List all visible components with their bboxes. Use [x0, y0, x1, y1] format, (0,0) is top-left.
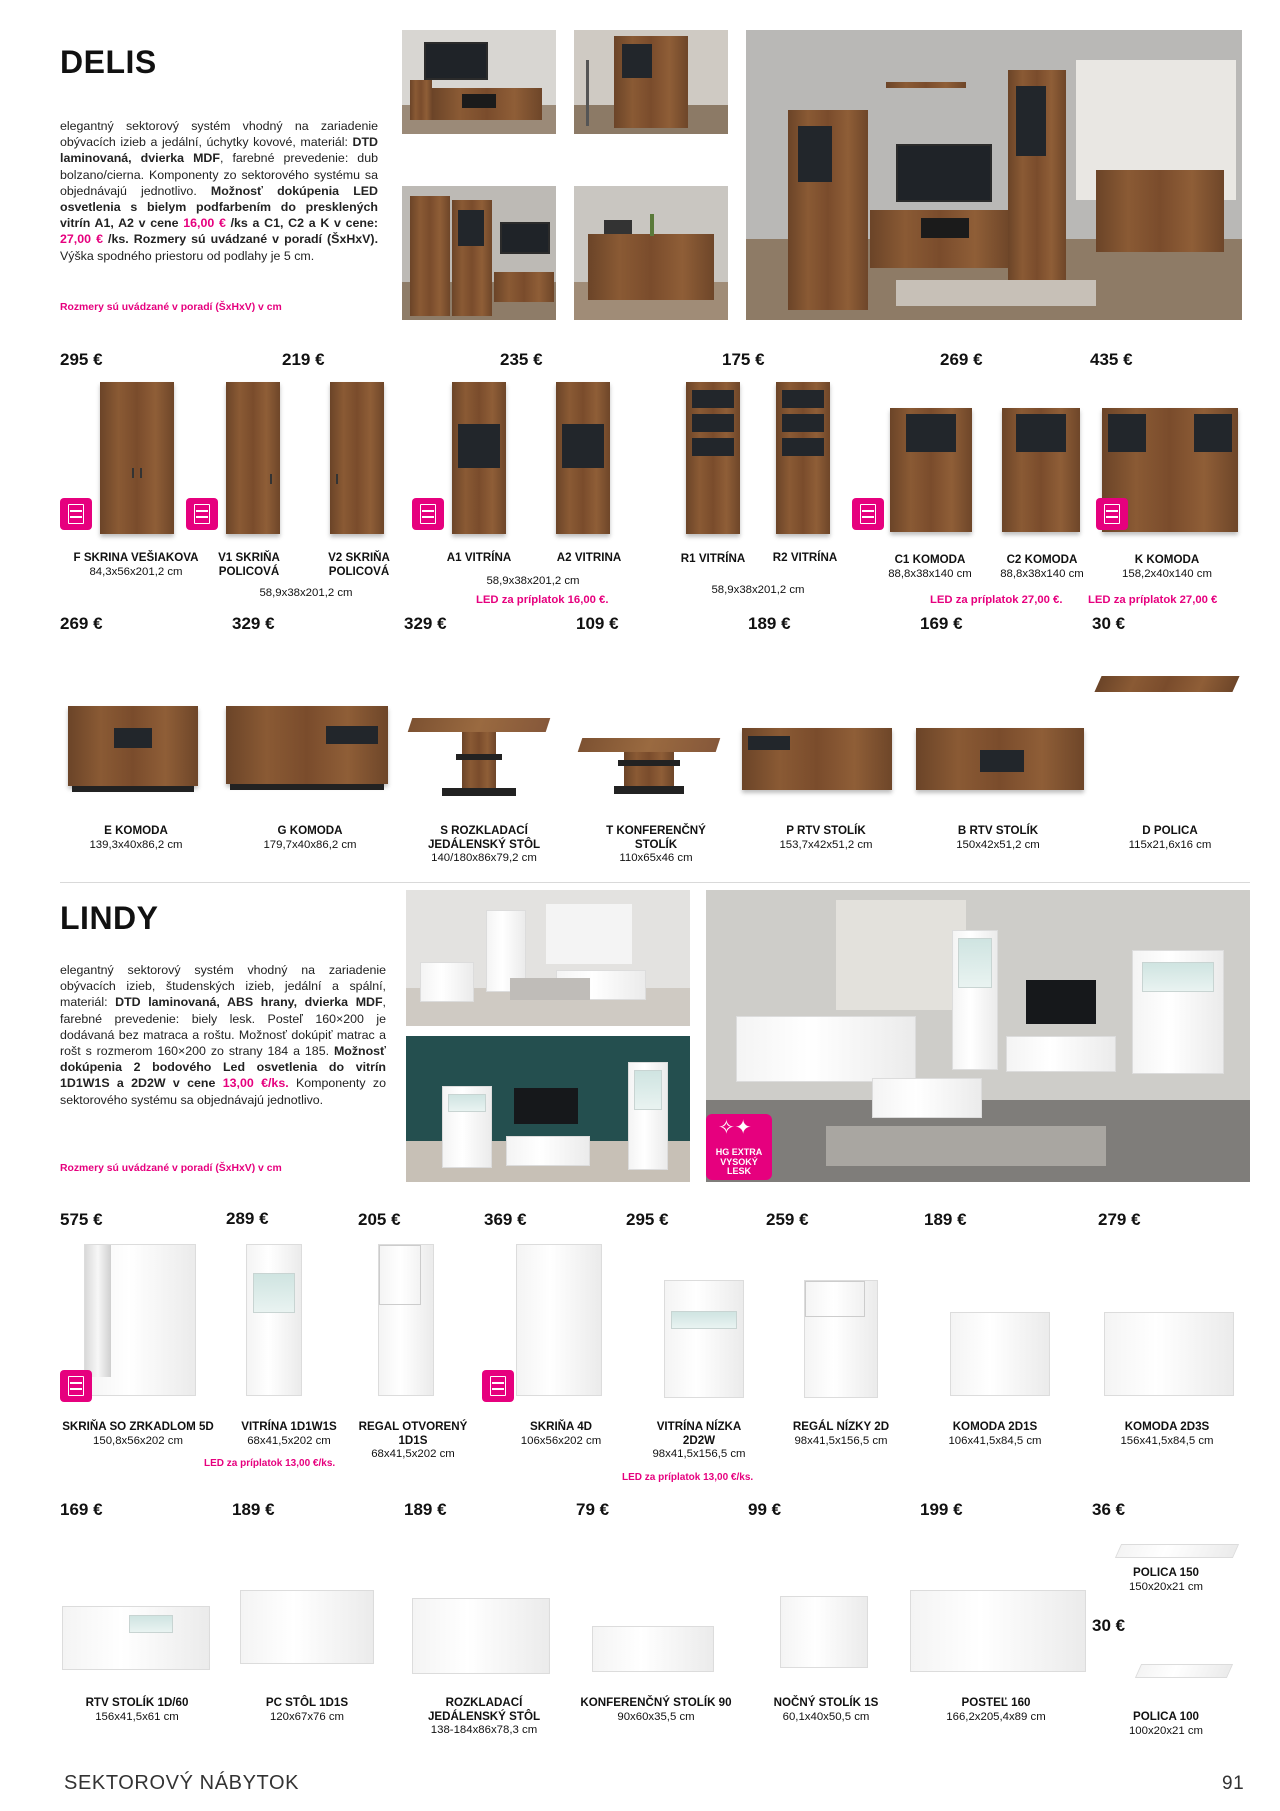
rtv-1d60-image: [62, 1606, 210, 1670]
price-s-stol: 329 €: [404, 614, 447, 633]
item-a2-vitrina-name: A2 VITRINA: [556, 551, 622, 564]
item-s-stol: S ROZKLADACÍ JEDÁLENSKÝ STÔL 140/180x86x79,2 cm: [427, 824, 541, 864]
item-v2-skrina-name: V2 SKRIŇA POLICOVÁ: [328, 551, 390, 578]
item-regal-2d: REGÁL NÍZKY 2D 98x41,5x156,5 cm: [792, 1420, 890, 1447]
delis-photo-4: [574, 186, 728, 320]
item-nocny-stolik: NOČNÝ STOLÍK 1S 60,1x40x50,5 cm: [773, 1696, 879, 1723]
item-f-skrina: F SKRINA VEŠIAKOVA 84,3x56x201,2 cm: [73, 551, 199, 578]
r1-vitrina-image: [686, 382, 740, 534]
delis-a-badge-icon: [412, 498, 444, 530]
price-t-stolik: 109 €: [576, 614, 619, 633]
delis-photo-2: [574, 30, 728, 134]
price-k-komoda: 435 €: [1090, 350, 1133, 369]
item-vitrina-2d2w: VITRÍNA NÍZKA 2D2W 98x41,5x156,5 cm: [652, 1420, 746, 1460]
lindy-photo-2: [406, 1036, 690, 1182]
item-c2-komoda: C2 KOMODA 88,8x38x140 cm: [1000, 553, 1084, 580]
delis-title: DELIS: [60, 44, 157, 80]
item-d-polica: D POLICA 115x21,6x16 cm: [1128, 824, 1212, 851]
item-e-komoda: E KOMODA 139,3x40x86,2 cm: [89, 824, 183, 851]
item-postel-160: POSTEĽ 160 166,2x205,4x89 cm: [946, 1696, 1046, 1723]
vitrina-1d1w1s-image: [246, 1244, 302, 1396]
price-pc-stol: 189 €: [232, 1500, 275, 1519]
p-rtv-image: [742, 728, 892, 790]
led-k-note: LED za príplatok 27,00 €: [1088, 594, 1218, 606]
sparkle-icon: ✧✦: [718, 1117, 752, 1139]
lindy-dimension-note: Rozmery sú uvádzané v poradí (ŠxHxV) v cm: [60, 1163, 282, 1174]
item-t-stolik: T KONFERENČNÝ STOLÍK 110x65x46 cm: [606, 824, 706, 864]
page-number: 91: [1222, 1773, 1245, 1794]
item-rtv-1d60: RTV STOLÍK 1D/60 156x41,5x61 cm: [85, 1696, 189, 1723]
delis-intro: elegantný sektorový systém vhodný na zariadenie obývacích izieb a jedální, úchytky kovové, materiál: DTD laminovaná, dvierka MDF, farebné prevedenie: dub bolzano/cierna. Komponenty zo sektorového systému sa objednávajú jednotlivo. Možnosť dokúpenia LED osvetlenia s bielym podfarbením do presklených vitrín A1, A2 v cene 16,00 € /ks a C1, C2 a K v cene: 27,00 € /ks. Rozmery sú uvádzané v poradí (ŠxHxV). Výška spodného priestoru od podlahy je 5 cm.: [60, 119, 379, 263]
item-r-vitrina-dim: 58,9x38x201,2 cm: [711, 584, 805, 596]
price-v-skrina: 219 €: [282, 350, 325, 369]
konferencny-stolik-image: [592, 1626, 714, 1672]
lindy-photo-main: [706, 890, 1250, 1182]
price-vitrina-1d1w1s: 289 €: [226, 1209, 269, 1228]
item-r1-vitrina-name: R1 VITRÍNA: [680, 552, 746, 565]
f-skrina-image: [100, 382, 174, 534]
price-komoda-2d1s: 189 €: [924, 1210, 967, 1229]
price-polica-100: 30 €: [1092, 1616, 1126, 1635]
price-skrina-5d: 575 €: [60, 1210, 103, 1229]
s-stol-image: [410, 718, 548, 798]
price-b-rtv: 169 €: [920, 614, 963, 633]
item-polica-100: POLICA 100 100x20x21 cm: [1128, 1710, 1204, 1737]
price-p-rtv: 189 €: [748, 614, 791, 633]
price-jedalensky-stol: 189 €: [404, 1500, 447, 1519]
r2-vitrina-image: [776, 382, 830, 534]
price-d-polica: 30 €: [1092, 614, 1126, 633]
price-f-skrina: 295 €: [60, 350, 103, 369]
delis-dimension-note: Rozmery sú uvádzané v poradí (ŠxHxV) v cm: [60, 302, 282, 313]
price-e-komoda: 269 €: [60, 614, 103, 633]
a2-vitrina-image: [556, 382, 610, 534]
led-a-note: LED za príplatok 16,00 €.: [476, 594, 609, 606]
item-polica-150: POLICA 150 150x20x21 cm: [1128, 1566, 1204, 1593]
item-jedalensky-stol: ROZKLADACÍ JEDÁLENSKÝ STÔL 138-184x86x78,3 cm: [427, 1696, 541, 1736]
delis-v-badge-icon: [186, 498, 218, 530]
lindy-title: LINDY: [60, 900, 159, 936]
hg-extra-badge: HG EXTRA VYSOKÝ LESK: [706, 1114, 772, 1180]
item-b-rtv: B RTV STOLÍK 150x42x51,2 cm: [956, 824, 1040, 851]
t-stolik-image: [580, 738, 718, 800]
item-konferencny-stolik: KONFERENČNÝ STOLÍK 90 90x60x35,5 cm: [580, 1696, 732, 1723]
item-komoda-2d3s: KOMODA 2D3S 156x41,5x84,5 cm: [1120, 1420, 1214, 1447]
skrina-5d-image: [84, 1244, 196, 1396]
section-divider: [60, 882, 1250, 883]
item-pc-stol: PC STÔL 1D1S 120x67x76 cm: [265, 1696, 349, 1723]
delis-k-badge-icon: [1096, 498, 1128, 530]
price-a-vitrina: 235 €: [500, 350, 543, 369]
nocny-stolik-image: [780, 1596, 868, 1668]
delis-f-badge-icon: [60, 498, 92, 530]
lindy-5d-badge-icon: [60, 1370, 92, 1402]
price-rtv-1d60: 169 €: [60, 1500, 103, 1519]
price-polica-150: 36 €: [1092, 1500, 1126, 1519]
item-skrina-5d: SKRIŇA SO ZRKADLOM 5D 150,8x56x202 cm: [62, 1420, 214, 1447]
polica-100-image: [1135, 1664, 1233, 1678]
item-g-komoda: G KOMODA 179,7x40x86,2 cm: [263, 824, 357, 851]
jedalensky-stol-image: [412, 1598, 550, 1674]
skrina-4d-image: [516, 1244, 602, 1396]
a1-vitrina-image: [452, 382, 506, 534]
regal-1d1s-image: [378, 1244, 434, 1396]
price-c-komoda: 269 €: [940, 350, 983, 369]
d-polica-image: [1094, 676, 1239, 692]
led-lindy-2: LED za príplatok 13,00 €/ks.: [622, 1472, 754, 1483]
footer-section-title: SEKTOROVÝ NÁBYTOK: [64, 1772, 300, 1794]
v1-skrina-image: [226, 382, 280, 534]
price-postel-160: 199 €: [920, 1500, 963, 1519]
komoda-2d3s-image: [1104, 1312, 1234, 1396]
lindy-4d-badge-icon: [482, 1370, 514, 1402]
item-skrina-4d: SKRIŇA 4D 106x56x202 cm: [520, 1420, 602, 1447]
price-nocny-stolik: 99 €: [748, 1500, 782, 1519]
led-lindy-1: LED za príplatok 13,00 €/ks.: [204, 1458, 336, 1469]
price-skrina-4d: 369 €: [484, 1210, 527, 1229]
b-rtv-image: [916, 728, 1084, 790]
price-konferencny-stolik: 79 €: [576, 1500, 610, 1519]
vitrina-2d2w-image: [664, 1280, 744, 1398]
item-a-vitrina-dim: 58,9x38x201,2 cm: [486, 575, 580, 587]
delis-photo-1: [402, 30, 556, 134]
item-regal-1d1s: REGAL OTVORENÝ 1D1S 68x41,5x202 cm: [358, 1420, 468, 1460]
price-komoda-2d3s: 279 €: [1098, 1210, 1141, 1229]
e-komoda-image: [68, 706, 198, 786]
pc-stol-image: [240, 1590, 374, 1664]
delis-photo-3: [402, 186, 556, 320]
item-v-skrina-dim: 58,9x38x201,2 cm: [259, 587, 353, 599]
item-r2-vitrina-name: R2 VITRÍNA: [772, 551, 838, 564]
item-p-rtv: P RTV STOLÍK 153,7x42x51,2 cm: [779, 824, 873, 851]
item-vitrina-1d1w1s: VITRÍNA 1D1W1S 68x41,5x202 cm: [241, 1420, 337, 1447]
delis-c-badge-icon: [852, 498, 884, 530]
item-a1-vitrina-name: A1 VITRÍNA: [446, 551, 512, 564]
komoda-2d1s-image: [950, 1312, 1050, 1396]
led-c-note: LED za príplatok 27,00 €.: [930, 594, 1063, 606]
postel-160-image: [910, 1590, 1086, 1672]
v2-skrina-image: [330, 382, 384, 534]
item-v1-skrina-name: V1 SKRIŇA POLICOVÁ: [218, 551, 280, 578]
item-k-komoda: K KOMODA 158,2x40x140 cm: [1122, 553, 1212, 580]
c2-komoda-image: [1002, 408, 1080, 532]
price-regal-1d1s: 205 €: [358, 1210, 401, 1229]
price-g-komoda: 329 €: [232, 614, 275, 633]
price-vitrina-2d2w: 295 €: [626, 1210, 669, 1229]
delis-photo-main: [746, 30, 1242, 320]
lindy-intro: elegantný sektorový systém vhodný na zariadenie obývacích izieb, študenských izieb, jedální a spální, materiál: DTD laminovaná, ABS hrany, dvierka MDF, farebné prevedenie: biely lesk. Posteľ 160×200 je dodávaná bez matraca a roštu. Možnosť dokúpiť matrac a rošt s rozmerom 160×200 zo strany 184 a 185. Možnosť dokúpenia 2 bodového Led osvetlenia do vitrín 1D1W1S a 2D2W v cene 13,00 €/ks. Komponenty zo sektorového systému sa objednávajú jednotlivo.: [60, 963, 386, 1107]
price-r-vitrina: 175 €: [722, 350, 765, 369]
polica-150-image: [1115, 1544, 1239, 1558]
price-regal-2d: 259 €: [766, 1210, 809, 1229]
item-c1-komoda: C1 KOMODA 88,8x38x140 cm: [888, 553, 972, 580]
g-komoda-image: [226, 706, 388, 784]
item-komoda-2d1s: KOMODA 2D1S 106x41,5x84,5 cm: [948, 1420, 1042, 1447]
lindy-photo-1: [406, 890, 690, 1026]
regal-2d-image: [804, 1280, 878, 1398]
c1-komoda-image: [890, 408, 972, 532]
